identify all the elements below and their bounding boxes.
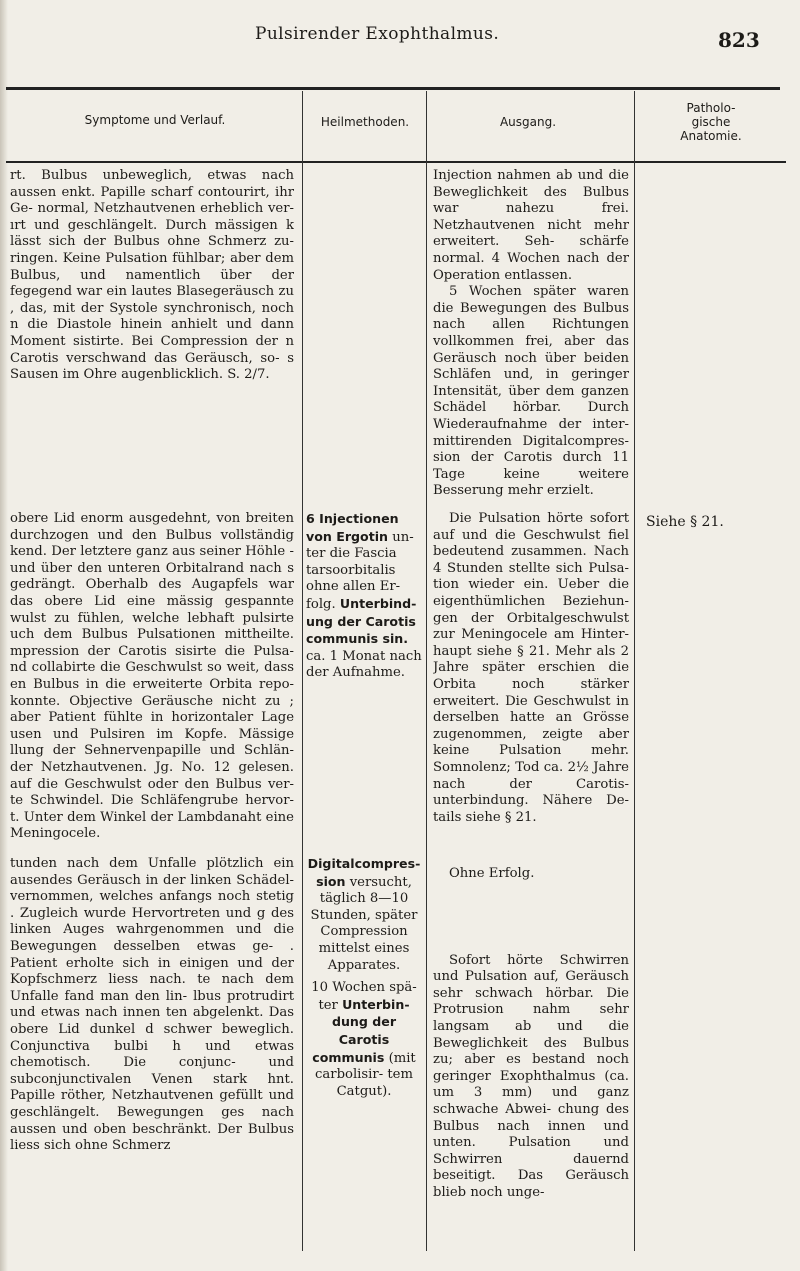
case1-outcome-p1: Injection nahmen ab und die Beweglichkeit des Bulbus war nahezu frei. Netzhautvenen nicht mehr erweitert. Seh- schärfe normal. 4 Wochen nach der Operation entlassen.: [433, 168, 629, 283]
case3-outcome: [433, 866, 629, 1256]
case2-method-ergotin: 6 Injectionen von Ergotin: [306, 511, 399, 544]
column-divider-2: [426, 91, 427, 1251]
column-divider-1: [302, 91, 303, 1251]
case3-method-ligation: Unterbin- dung der Carotis communis: [312, 996, 410, 1065]
table-header-rule: [6, 161, 786, 163]
case2-symptoms-text: obere Lid enorm ausgedehnt, von breiten durchzogen und den Bulbus vollständig kend. Der letztere ganz aus seiner Höhle - und über den unteren Orbitalrand nach s gedrängt. Oberhalb des Augapfels war das obere Lid eine mässig gespannte wulst zu fühlen, welche lebhaft pulsirte uch dem Bulbus Pulsationen mittheilte. mpression der Carotis sisirte die Pulsa- nd collabirte die Geschwulst so weit, dass en Bulbus in die erweiterte Orbita repo- konnte. Objective Geräusche nicht zu ; aber Patient fühlte in horizontaler Lage usen und Pulsiren im Kopfe. Mässige llung der Sehnervenpapille und Schlän- der Netzhautvenen. Jg. No. 12 gelesen. auf die Geschwulst oder den Bulbus ver- te Schwindel. Die Schläfengrube hervor- t. Unter dem Winkel der Lambdanaht eine Meningocele.: [10, 511, 294, 842]
case3-method-later: 10 Wochen spä- ter: [311, 980, 417, 1013]
case3-symptoms: [10, 856, 294, 1271]
header-anatomy-line1: Patholo-: [686, 101, 736, 115]
case3-method-digital: Digitalcompres- sion: [307, 856, 421, 889]
header-anatomy-line3: Anatomie.: [680, 129, 742, 143]
case2-outcome-text: Die Pulsation hörte sofort auf und die Geschwulst fiel bedeutend zusammen. Nach 4 Stunden stellte sich Pulsa- tion wieder ein. Ueber die eigenthümlichen Beziehun- gen der Orbitalgeschwulst zur Meningocele am Hinter- haupt siehe § 21. Mehr als 2 Jahre später erschien die Orbita noch stärker erweitert. Die Geschwulst in derselben hatte an Grösse zugenommen, zeigte aber keine Pulsation mehr. Somnolenz; Tod ca. 2½ Jahre nach der Carotis- unterbindung. Nähere De- tails siehe § 21.: [433, 511, 629, 825]
case3-methods: [306, 856, 422, 1116]
running-title: Pulsirender Exophthalmus.: [255, 24, 500, 44]
case2-anatomy-ref: Siehe § 21.: [646, 514, 724, 530]
header-anatomy: [636, 101, 786, 143]
page-number: 823: [718, 28, 760, 52]
running-head: [0, 14, 800, 54]
header-methods: Heilmethoden.: [320, 115, 410, 129]
table-header: [0, 91, 800, 161]
case2-method-ligation: Unterbind- ung der Carotis communis sin.: [306, 595, 417, 647]
header-symptoms: Symptome und Verlauf.: [84, 113, 226, 127]
case2-method-ergotin-text: un- ter die Fascia tarsoorbitalis ohne allen Er- folg.: [306, 529, 414, 612]
case1-symptoms-text: rt. Bulbus unbeweglich, etwas nach aussen enkt. Papille scharf contourirt, ihr Ge- normal, Netzhautvenen erheblich ver- ırt und geschlängelt. Durch mässigen k lässt sich der Bulbus ohne Schmerz zu- ringen. Keine Pulsation fühlbar; aber dem Bulbus, und namentlich über der fegegend war ein lautes Blasegeräusch zu , das, mit der Systole synchronisch, noch n die Diastole hinein anhielt und dann Moment sistirte. Bei Compression der n Carotis verschwand das Geräusch, so- s Sausen im Ohre augenblicklich. S. 2/7.: [10, 168, 294, 383]
case3-outcome-p2: Sofort hörte Schwirren und Pulsation auf, Geräusch sehr schwach hörbar. Die Protrusion nahm sehr langsam ab und die Beweglichkeit des Bulbus zu; aber es bestand noch geringer Exophthalmus (ca. um 3 mm) und ganz schwache Abwei- chung des Bulbus nach innen und unten. Pulsation und Schwirren dauernd beseitigt. Das Geräusch blieb noch unge-: [433, 952, 629, 1200]
case3-symptoms-text: tunden nach dem Unfalle plötzlich ein ausendes Geräusch in der linken Schädel- vernommen, welches anfangs noch stetig . Zugleich wurde Hervortreten und g des linken Auges wahrgenommen und die Bewegungen desselben etwas ge- . Patient erholte sich in einigen und der Kopfschmerz liess nach. te nach dem Unfalle fand man den lin- lbus protrudirt und etwas nach innen ten abgelenkt. Das obere Lid dunkel d schwer beweglich. Conjunctiva bulbi h und etwas chemotisch. Die conjunc- und subconjunctivalen Venen stark hnt. Papille röther, Netzhautvenen gefüllt und geschlängelt. Bewegungen ges nach aussen und oben beschränkt. Der Bulbus liess sich ohne Schmerz: [10, 856, 294, 1154]
case2-anatomy: [646, 514, 796, 534]
case2-method-ligation-text: ca. 1 Monat nach der Aufnahme.: [306, 648, 422, 681]
column-divider-3: [634, 91, 635, 1251]
header-anatomy-line2: gische: [691, 115, 731, 129]
case2-symptoms: [10, 511, 294, 851]
case3-method-digital-text: versucht, täglich 8—10 Stunden, später Compression mittelst eines Apparates.: [310, 874, 418, 973]
case2-methods: [306, 511, 422, 711]
case3-method-catgut: (mit carbolisir- tem Catgut).: [315, 1050, 416, 1099]
case1-symptoms: [10, 168, 294, 408]
table-top-rule: [6, 87, 780, 90]
header-outcome: Ausgang.: [499, 115, 557, 129]
page-edge-shadow: [0, 0, 8, 1271]
case2-outcome: [433, 511, 629, 856]
case1-outcome-p2: 5 Wochen später waren die Bewegungen des Bulbus nach allen Richtungen vollkommen frei, aber das Geräusch noch über beiden Schläfen und, in geringer Intensität, über dem ganzen Schädel hörbar. Durch Wiederaufnahme der inter- mittirenden Digitalcompres- sion der Carotis durch 11 Tage keine weitere Besserung mehr erzielt.: [433, 284, 629, 499]
case1-outcome: [433, 168, 629, 503]
case3-outcome-p1: Ohne Erfolg.: [449, 866, 535, 881]
